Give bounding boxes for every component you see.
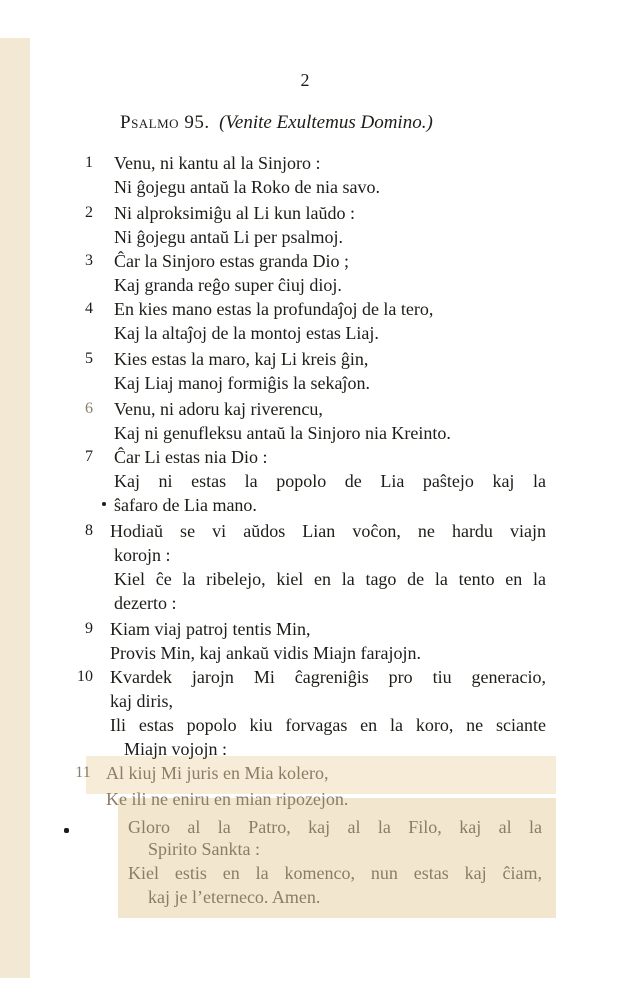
gloria-line: Spirito Sankta : [148,839,260,859]
scan-edge [0,38,30,978]
verse-number: 10 [77,668,93,685]
verse-number: 7 [85,448,93,465]
verse-line: kaj diris, [110,691,173,711]
verse-number: 3 [85,252,93,269]
verse-number: 5 [85,350,93,367]
verse-number: 11 [75,764,91,781]
verse-line: Provis Min, kaj ankaŭ vidis Miajn farajojn. [110,643,421,663]
verse-line: Kies estas la maro, kaj Li kreis ĝin, [114,349,369,369]
verse-line: Al kiuj Mi juris en Mia kolero, [106,763,329,783]
verse-line: ŝafaro de Lia mano. [114,495,257,515]
verse-line: korojn : [114,545,171,565]
verse-line: Ni ĝojegu antaŭ Li per psalmoj. [114,227,343,247]
psalm-latin-title: (Venite Exultemus Domino.) [219,112,433,133]
verse-line: Ĉar Li estas nia Dio : [114,447,268,467]
verse-line: Venu, ni kantu al la Sinjoro : [114,153,321,173]
verse-line: Kaj ni genufleksu antaŭ la Sinjoro nia Kreinto. [114,423,451,443]
verse-line: Ni alproksimiĝu al Li kun laŭdo : [114,203,355,223]
ink-spot [102,502,106,506]
verse-line: Kvardek jarojn Mi ĉagreniĝis pro tiu generacio, [110,667,546,687]
verse-line: Ke ili ne eniru en mian ripozejon. [106,789,349,809]
verse-line: Ili estas popolo kiu forvagas en la koro, ne sciante [110,715,546,735]
verse-line: dezerto : [114,593,177,613]
verse-line: Hodiaŭ se vi aŭdos Lian voĉon, ne hardu viajn [110,521,546,541]
gloria-line: Kiel estis en la komenco, nun estas kaj ĉiam, [128,863,542,883]
verse-line: Venu, ni adoru kaj riverencu, [114,399,323,419]
verse-line: Ni ĝojegu antaŭ la Roko de nia savo. [114,177,380,197]
verse-number: 2 [85,204,93,221]
verse-number: 9 [85,620,93,637]
verse-number: 6 [85,400,93,417]
verse-line: Kaj granda reĝo super ĉiuj dioj. [114,275,342,295]
ink-spot [64,828,69,833]
verse-line: Miajn vojojn : [124,739,227,759]
verse-line: Kaj la altaĵoj de la montoj estas Liaj. [114,323,379,343]
verse-line: En kies mano estas la profundaĵoj de la tero, [114,299,434,319]
verse-line: Kaj Liaj manoj formiĝis la sekaĵon. [114,373,370,393]
verse-line: Ĉar la Sinjoro estas granda Dio ; [114,251,349,271]
verse-line: Kaj ni estas la popolo de Lia paŝtejo kaj la [114,471,546,491]
page-number: 2 [300,70,310,90]
psalm-name: Psalmo 95. [120,112,210,133]
verse-line: Kiam viaj patroj tentis Min, [110,619,311,639]
gloria-line: Gloro al la Patro, kaj al la Filo, kaj al la [128,817,542,837]
verse-number: 1 [85,154,93,171]
gloria-line: kaj je l’eterneco. Amen. [148,887,321,907]
verse-line: Kiel ĉe la ribelejo, kiel en la tago de la tento en la [114,569,546,589]
verse-number: 4 [85,300,93,317]
verse-number: 8 [85,522,93,539]
psalm-title [120,112,433,134]
